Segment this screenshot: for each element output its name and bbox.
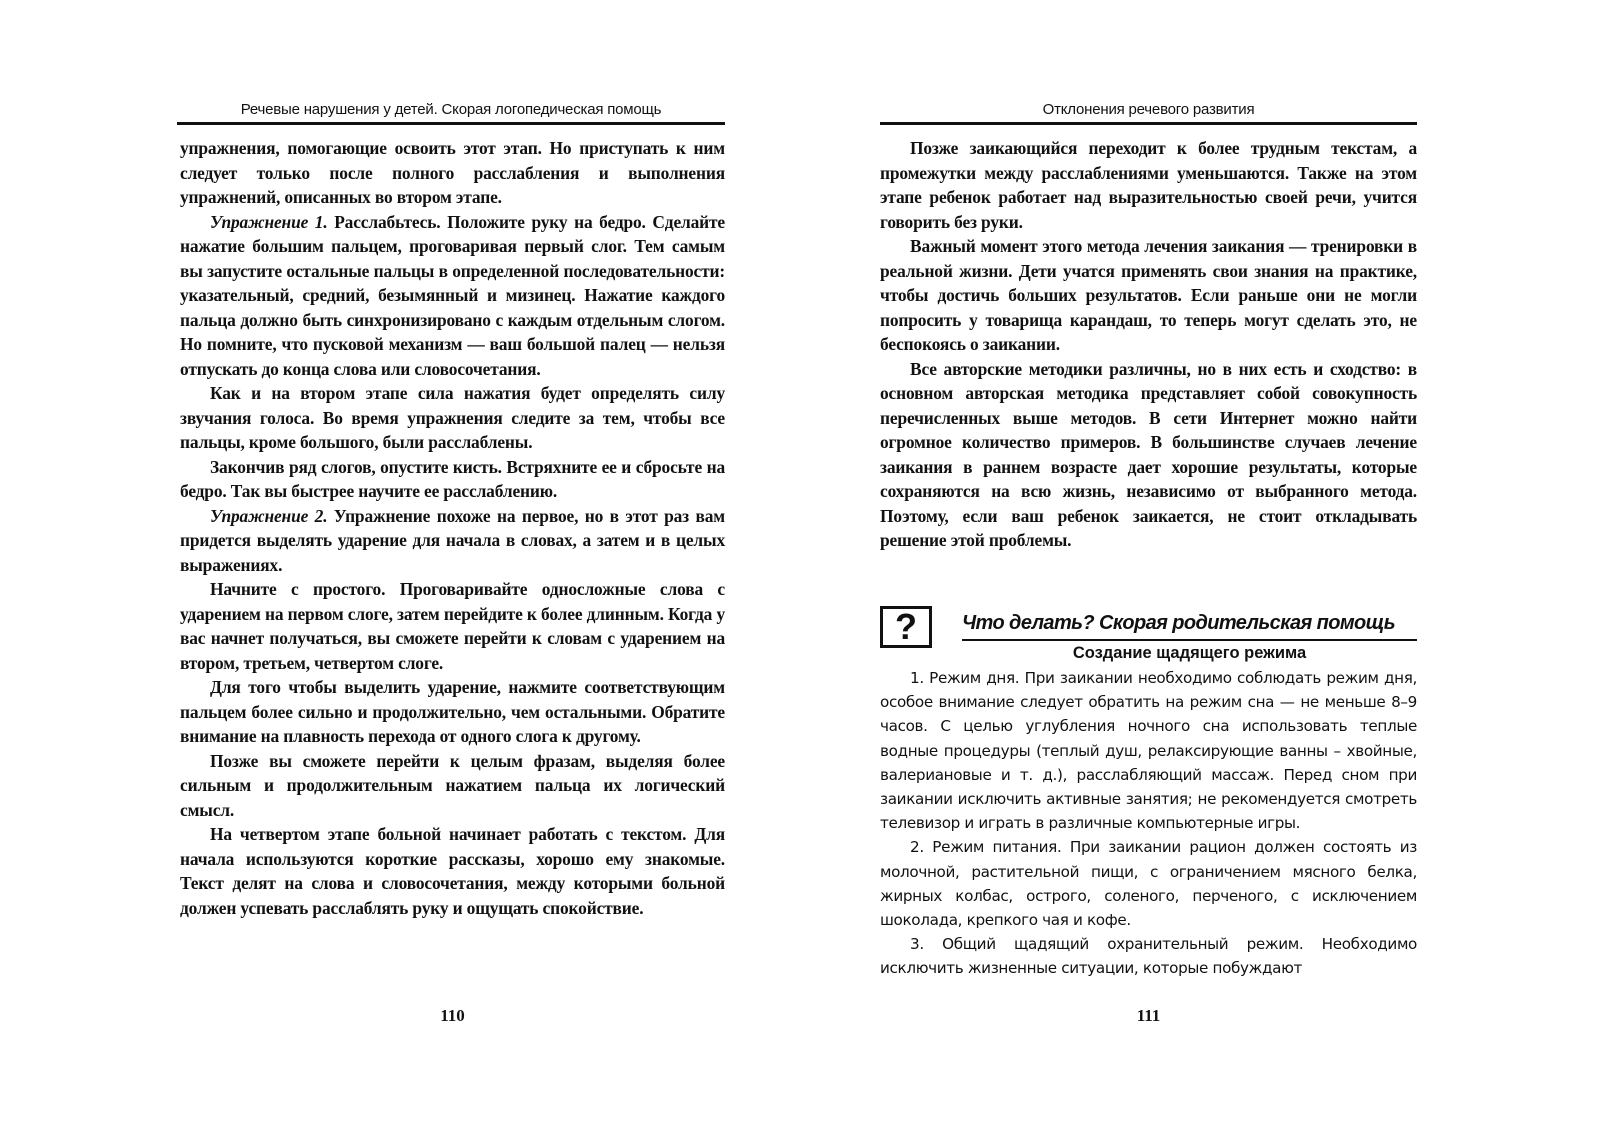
paragraph: Для того чтобы выделить ударение, нажмите соответствующим пальцем более сильно и продолжительно, чем остальными. Обратите внимание на плавность перехода от одного слога к другому. bbox=[180, 677, 725, 746]
paragraph: 2. Режим питания. При заикании рацион должен состоять из молочной, растительной пищи, с ограничением мясного белка, жирных колбас, острого, соленого, перченого, с исключением шоколада, крепкого чая и кофе. bbox=[880, 838, 1417, 930]
running-head-left: Речевые нарушения у детей. Скорая логопедическая помощь bbox=[177, 101, 725, 125]
left-page-body bbox=[180, 136, 725, 920]
right-page-body bbox=[880, 136, 1417, 553]
left-page bbox=[180, 0, 725, 1132]
paragraph: упражнения, помогающие освоить этот этап. Но приступать к ним следует только после полного расслабления и выполнения упражнений, описанных во втором этапе. bbox=[180, 138, 725, 207]
paragraph: Начните с простого. Проговаривайте односложные слова с ударением на первом слоге, затем перейдите к более длинным. Когда у вас начнет получаться, вы сможете перейти к словам с ударением на втором, третьем, четвертом слоге. bbox=[180, 579, 725, 673]
paragraph: 1. Режим дня. При заикании необходимо соблюдать режим дня, особое внимание следует обратить на режим сна — не меньше 8–9 часов. С целью углубления ночного сна использовать теплые водные процедуры (теплый душ, релаксирующие ванны – хвойные, валериановые и т. д.), расслабляющий массаж. Перед сном при заикании исключить активные занятия; не рекомендуется смотреть телевизор и играть в различные компьютерные игры. bbox=[880, 669, 1417, 833]
right-page bbox=[880, 0, 1417, 1132]
paragraph: На четвертом этапе больной начинает работать с текстом. Для начала используются короткие рассказы, хорошо ему знакомые. Текст делят на слова и словосочетания, между которыми больной должен успевать расслаблять руку и ощущать спокойствие. bbox=[180, 824, 725, 918]
question-mark-icon: ? bbox=[880, 606, 932, 648]
paragraph: Позже вы сможете перейти к целым фразам, выделяя более сильным и продолжительным нажатием пальца их логический смысл. bbox=[180, 750, 725, 820]
paragraph: Упражнение 1. Расслабьтесь. Положите руку на бедро. Сделайте нажатие большим пальцем, проговаривая первый слог. Тем самым вы запустите остальные пальцы в определенной последовательности: указательный, средний, безымянный и мизинец. Нажатие каждого пальца должно быть синхронизировано с каждым отдельным слогом. Но помните, что пусковой механизм — ваш большой палец — нельзя отпускать до конца слова или словосочетания. bbox=[180, 211, 725, 379]
running-head-right: Отклонения речевого развития bbox=[880, 101, 1417, 125]
paragraph: Закончив ряд слогов, опустите кисть. Встряхните ее и сбросьте на бедро. Так вы быстрее научите ее расслаблению. bbox=[180, 456, 725, 501]
paragraph: Важный момент этого метода лечения заикания — тренировки в реальной жизни. Дети учатся применять свои знания на практике, чтобы достичь больших результатов. Если раньше они не могли попросить у товарища карандаш, то теперь могут сделать это, не беспокоясь о заикании. bbox=[880, 236, 1417, 354]
section-body bbox=[880, 666, 1417, 981]
page-number-left: 110 bbox=[440, 1006, 465, 1025]
paragraph: Все авторские методики различны, но в них есть и сходство: в основном авторская методика представляет собой совокупность перечисленных выше методов. В сети Интернет можно найти огромное количество примеров. В большинстве случаев лечение заикания в раннем возрасте дает хорошие результаты, которые сохраняются на всю жизнь, независимо от выбранного метода. Поэтому, если ваш ребенок заикается, не стоит откладывать решение этой проблемы. bbox=[880, 358, 1417, 550]
page-number-right: 111 bbox=[1136, 1006, 1161, 1025]
section-subheading: Создание щадящего режима bbox=[1072, 644, 1307, 662]
paragraph: Позже заикающийся переходит к более трудным текстам, а промежутки между расслаблениями уменьшаются. Также на этом этапе ребенок работает над выразительностью своей речи, учится говорить без руки. bbox=[880, 138, 1417, 232]
paragraph: 3. Общий щадящий охранительный режим. Необходимо исключить жизненные ситуации, которые побуждают bbox=[880, 935, 1417, 978]
section-title: Что делать? Скорая родительская помощь bbox=[962, 612, 1417, 641]
exercise-label: Упражнение 1. bbox=[210, 211, 328, 232]
paragraph: Как и на втором этапе сила нажатия будет определять силу звучания голоса. Во время упражнения следите за тем, чтобы все пальцы, кроме большого, были расслаблены. bbox=[180, 383, 725, 452]
paragraph: Упражнение 2. Упражнение похоже на первое, но в этот раз вам придется выделять ударение для начала в словах, а затем и в целых выражениях. bbox=[180, 505, 725, 575]
exercise-label: Упражнение 2. bbox=[210, 505, 328, 526]
